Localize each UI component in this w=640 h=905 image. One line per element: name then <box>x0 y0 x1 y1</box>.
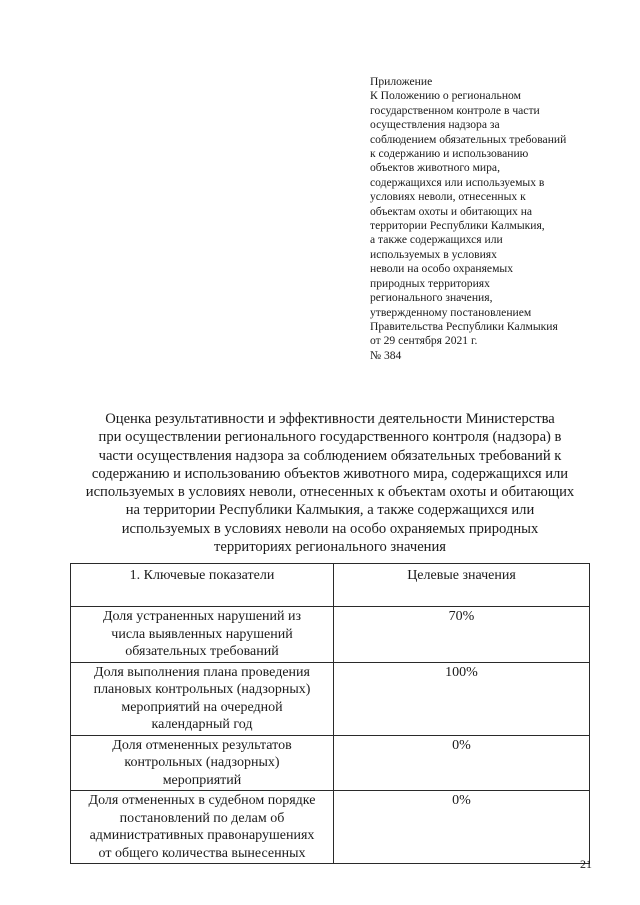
indicator-line: числа выявленных нарушений <box>111 626 293 642</box>
appendix-line: природных территориях <box>370 276 490 290</box>
appendix-line: соблюдением обязательных требований <box>370 132 567 146</box>
appendix-line: содержащихся или используемых в <box>370 175 545 189</box>
appendix-line: неволи на особо охраняемых <box>370 262 514 276</box>
indicator-line: мероприятий на очередной <box>121 699 283 715</box>
indicator-cell <box>71 662 334 735</box>
indicator-cell <box>71 791 334 864</box>
target-value: 70% <box>334 607 590 663</box>
appendix-block <box>370 75 610 363</box>
appendix-line: объектов животного мира, <box>370 161 500 175</box>
indicator-line: от общего количества вынесенных <box>98 845 306 861</box>
appendix-line: Правительства Республики Калмыкия <box>370 319 558 333</box>
table-header-row <box>71 564 590 607</box>
indicator-line: Доля отмененных результатов <box>112 737 292 753</box>
indicator-line: Доля отмененных в судебном порядке <box>88 793 316 808</box>
heading-line: на территории Республики Калмыкия, а также содержащихся или <box>125 502 535 519</box>
table-row <box>71 662 590 735</box>
indicator-line: плановых контрольных (надзорных) <box>93 682 311 697</box>
indicator-line: мероприятий <box>162 772 242 788</box>
appendix-line: № 384 <box>370 348 402 362</box>
page-number: 21 <box>580 857 592 871</box>
appendix-line: Приложение <box>370 75 433 88</box>
header-target-values: Целевые значения <box>334 564 590 607</box>
indicator-line: календарный год <box>151 717 253 732</box>
indicator-line: контрольных (надзорных) <box>124 755 280 770</box>
appendix-line: государственном контроле в части <box>370 103 540 117</box>
indicator-cell <box>71 607 334 663</box>
table-row <box>71 791 590 864</box>
indicator-line: Доля выполнения плана проведения <box>94 664 310 680</box>
appendix-line: утвержденному постановлением <box>370 305 532 319</box>
heading-line: при осуществлении регионального государственного контроля (надзора) в <box>98 429 562 446</box>
heading-line: Оценка результативности и эффективности деятельности Министерства <box>105 411 555 427</box>
target-value: 0% <box>334 735 590 791</box>
appendix-line: территории Республики Калмыкия, <box>370 219 545 233</box>
target-value: 0% <box>334 791 590 864</box>
appendix-line: к содержанию и использованию <box>370 147 529 161</box>
appendix-line: осуществления надзора за <box>370 118 500 132</box>
indicator-cell <box>71 735 334 791</box>
indicator-line: Доля устраненных нарушений из <box>102 609 302 624</box>
heading-line: части осуществления надзора за соблюдением обязательных требований к <box>98 447 562 464</box>
appendix-line: а также содержащихся или <box>370 233 503 247</box>
indicators-table <box>70 563 590 864</box>
heading-line: используемых в условиях неволи на особо охраняемых природных <box>121 520 539 537</box>
indicator-line: постановлений по делам об <box>119 810 285 826</box>
indicator-line: административных правонарушениях <box>89 828 315 843</box>
appendix-line: условиях неволи, отнесенных к <box>370 190 526 204</box>
target-value: 100% <box>334 662 590 735</box>
appendix-line: объектам охоты и обитающих на <box>370 204 533 218</box>
header-indicators: 1. Ключевые показатели <box>71 564 334 607</box>
appendix-line: используемых в условиях <box>370 247 497 261</box>
heading-line: используемых в условиях неволи, отнесенных к объектам охоты и обитающих <box>85 484 575 501</box>
table-row <box>71 735 590 791</box>
heading-line: содержанию и использованию объектов животного мира, содержащихся или <box>91 465 569 482</box>
appendix-line: К Положению о региональном <box>370 89 521 103</box>
heading-line: территориях регионального значения <box>213 539 447 556</box>
appendix-line: от 29 сентября 2021 г. <box>370 334 478 348</box>
table-row <box>71 607 590 663</box>
appendix-line: регионального значения, <box>370 291 493 305</box>
indicator-line: обязательных требований <box>125 644 279 659</box>
document-heading <box>70 410 590 556</box>
